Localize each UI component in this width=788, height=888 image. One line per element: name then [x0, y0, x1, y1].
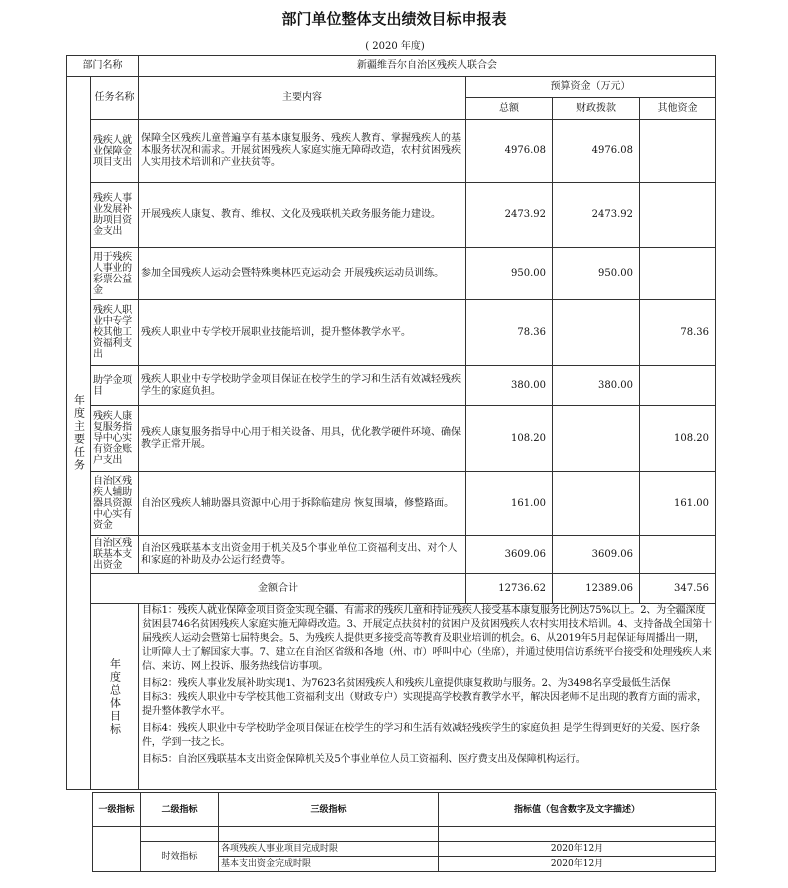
table-row: [67, 536, 716, 574]
task-side-cell: [67, 77, 91, 790]
task-fiscal: 380.00: [553, 366, 640, 406]
task-name: 残疾人康复服务指导中心实有资金账户支出: [91, 406, 139, 472]
indicator-value: 2020年12月: [439, 857, 716, 872]
task-name: 自治区残联基本支出资金: [91, 536, 139, 574]
task-other: 78.36: [640, 300, 716, 366]
col-fiscal-header: 财政拨款: [553, 98, 640, 120]
goal-item: 目标5：自治区残联基本支出资金保障机关及5个事业单位人员工资福利、医疗费支出及保障机构运行。: [142, 754, 586, 765]
sum-label: 金额合计: [91, 574, 466, 604]
task-content: 自治区残疾人辅助器具资源中心用于拆除临建房 恢复围墙，修整路面。: [139, 472, 466, 536]
col-budget-header: 预算资金（万元）: [466, 77, 716, 98]
goals-side-cell: [91, 604, 139, 790]
table-row: [67, 183, 716, 248]
sum-other: 347.56: [640, 574, 716, 604]
sum-row: [67, 574, 716, 604]
task-other: [640, 120, 716, 183]
indicator-col4-header: 指标值（包含数字及文字描述）: [439, 793, 716, 827]
table-row: [67, 120, 716, 183]
indicator-col1-header: 一级指标: [93, 793, 141, 827]
goals-side-label: 年度总体目标: [108, 657, 122, 736]
table-row: [67, 300, 716, 366]
task-total: 161.00: [466, 472, 553, 536]
task-content: 参加全国残疾人运动会暨特殊奥林匹克运动会 开展残疾运动员训练。: [139, 248, 466, 300]
goal-item: 目标4：残疾人职业中专学校助学金项目保证在校学生的学习和生活有效减轻残疾学生的家庭负担 是学生得到更好的关爱、医疗条件，学到一技之长。: [142, 723, 700, 748]
task-name: 残疾人事业发展补助项目资金支出: [91, 183, 139, 248]
indicator-group-timeliness: 时效指标: [141, 842, 219, 872]
col-total-header: 总额: [466, 98, 553, 120]
col-content-header: 主要内容: [139, 77, 466, 120]
indicator-value: 2020年12月: [439, 842, 716, 857]
task-content: 残疾人职业中专学校开展职业技能培训，提升整体教学水平。: [139, 300, 466, 366]
goal-item: 目标3：残疾人职业中专学校其他工资福利支出（财政专户）实现提高学校教育教学水平，解决因老师不足出现的教育方面的需求，提升整体教学水平。: [142, 692, 707, 717]
task-other: 108.20: [640, 406, 716, 472]
task-content: 残疾人康复服务指导中心用于相关设备、用具，优化教学硬件环境、确保教学正常开展。: [139, 406, 466, 472]
task-total: 950.00: [466, 248, 553, 300]
task-fiscal: 3609.06: [553, 536, 640, 574]
task-name: 残疾人职业中专学校其他工资福利支出: [91, 300, 139, 366]
goals-content: [139, 604, 716, 790]
task-other: [640, 366, 716, 406]
goal-item: 目标2：残疾人事业发展补助实现1、为7623名贫困残疾人和残疾儿童提供康复救助与服务。2、为3498名享受最低生活保: [142, 678, 671, 689]
task-name: 残疾人就业保障金项目支出: [91, 120, 139, 183]
col-other-header: 其他资金: [640, 98, 716, 120]
task-name: 助学金项目: [91, 366, 139, 406]
goal-item: 目标1：残疾人就业保障金项目资金实现全疆、有需求的残疾儿童和持证残疾人接受基本康复服务比例达75%以上。2、为全疆深度贫困县746名贫困残疾人家庭实施无障碍改造。3、开展定点扶贫村的贫困户及贫困残疾人农村实用技术培训。4、支持备战全国第十届残疾人运动会暨第七届特奥会。5、为残疾人提供更多接受高等教育及职业培训的机会。6、从2019年5月起保证每周播出一期，让听障人士了解国家大事。7、建立在自治区省级和各地（州、市）呼叫中心（坐席），并通过使用信访系统平台接受和处理残疾人来信、来访、网上投诉、服务热线信访事项。: [142, 605, 712, 672]
indicator-col3-header: 三级指标: [219, 793, 439, 827]
table-row: [93, 842, 716, 857]
task-content: 自治区残联基本支出资金用于机关及5个事业单位工资福利支出、对个人和家庭的补助及办公运行经费等。: [139, 536, 466, 574]
task-total: 380.00: [466, 366, 553, 406]
table-row: [67, 366, 716, 406]
task-other: [640, 248, 716, 300]
task-content: 开展残疾人康复、教育、维权、文化及残联机关政务服务能力建设。: [139, 183, 466, 248]
task-fiscal: 950.00: [553, 248, 640, 300]
dept-name: 新疆维吾尔自治区残疾人联合会: [139, 56, 716, 77]
indicator-table: [92, 792, 716, 872]
sum-total: 12736.62: [466, 574, 553, 604]
indicator-level1-cell: [93, 827, 141, 872]
task-fiscal: [553, 300, 640, 366]
task-name: 用于残疾人事业的彩票公益金: [91, 248, 139, 300]
table-row: [67, 248, 716, 300]
task-content: 残疾人职业中专学校助学金项目保证在校学生的学习和生活有效减轻残疾学生的家庭负担。: [139, 366, 466, 406]
year-label: ( 2020 年度): [365, 41, 425, 52]
task-fiscal: 2473.92: [553, 183, 640, 248]
performance-table: [66, 55, 716, 790]
task-fiscal: 4976.08: [553, 120, 640, 183]
dept-label: 部门名称: [67, 56, 139, 77]
indicator-level2-cell: [141, 827, 219, 842]
task-fiscal: [553, 406, 640, 472]
table-row: [67, 472, 716, 536]
task-total: 78.36: [466, 300, 553, 366]
indicator-level3-cell: [219, 827, 439, 842]
indicator-name: 基本支出资金完成时限: [219, 857, 439, 872]
task-total: 108.20: [466, 406, 553, 472]
task-side-label: 年度主要任务: [72, 394, 86, 472]
task-other: [640, 536, 716, 574]
indicator-value-cell: [439, 827, 716, 842]
table-row: [67, 406, 716, 472]
table-row: [93, 827, 716, 842]
task-total: 3609.06: [466, 536, 553, 574]
col-task-header: 任务名称: [91, 77, 139, 120]
task-fiscal: [553, 472, 640, 536]
task-other: [640, 183, 716, 248]
task-name: 自治区残疾人辅助器具资源中心实有资金: [91, 472, 139, 536]
sum-fiscal: 12389.06: [553, 574, 640, 604]
goals-row: [67, 604, 716, 790]
page-title: 部门单位整体支出绩效目标申报表: [281, 10, 507, 28]
indicator-col2-header: 二级指标: [141, 793, 219, 827]
indicator-name: 各项残疾人事业项目完成时限: [219, 842, 439, 857]
task-total: 4976.08: [466, 120, 553, 183]
task-other: 161.00: [640, 472, 716, 536]
task-content: 保障全区残疾儿童普遍享有基本康复服务、残疾人教育、掌握残疾人的基本服务状况和需求。开展贫困残疾人家庭实施无障碍改造，农村贫困残疾人实用技术培训和产业扶贫等。: [139, 120, 466, 183]
task-total: 2473.92: [466, 183, 553, 248]
